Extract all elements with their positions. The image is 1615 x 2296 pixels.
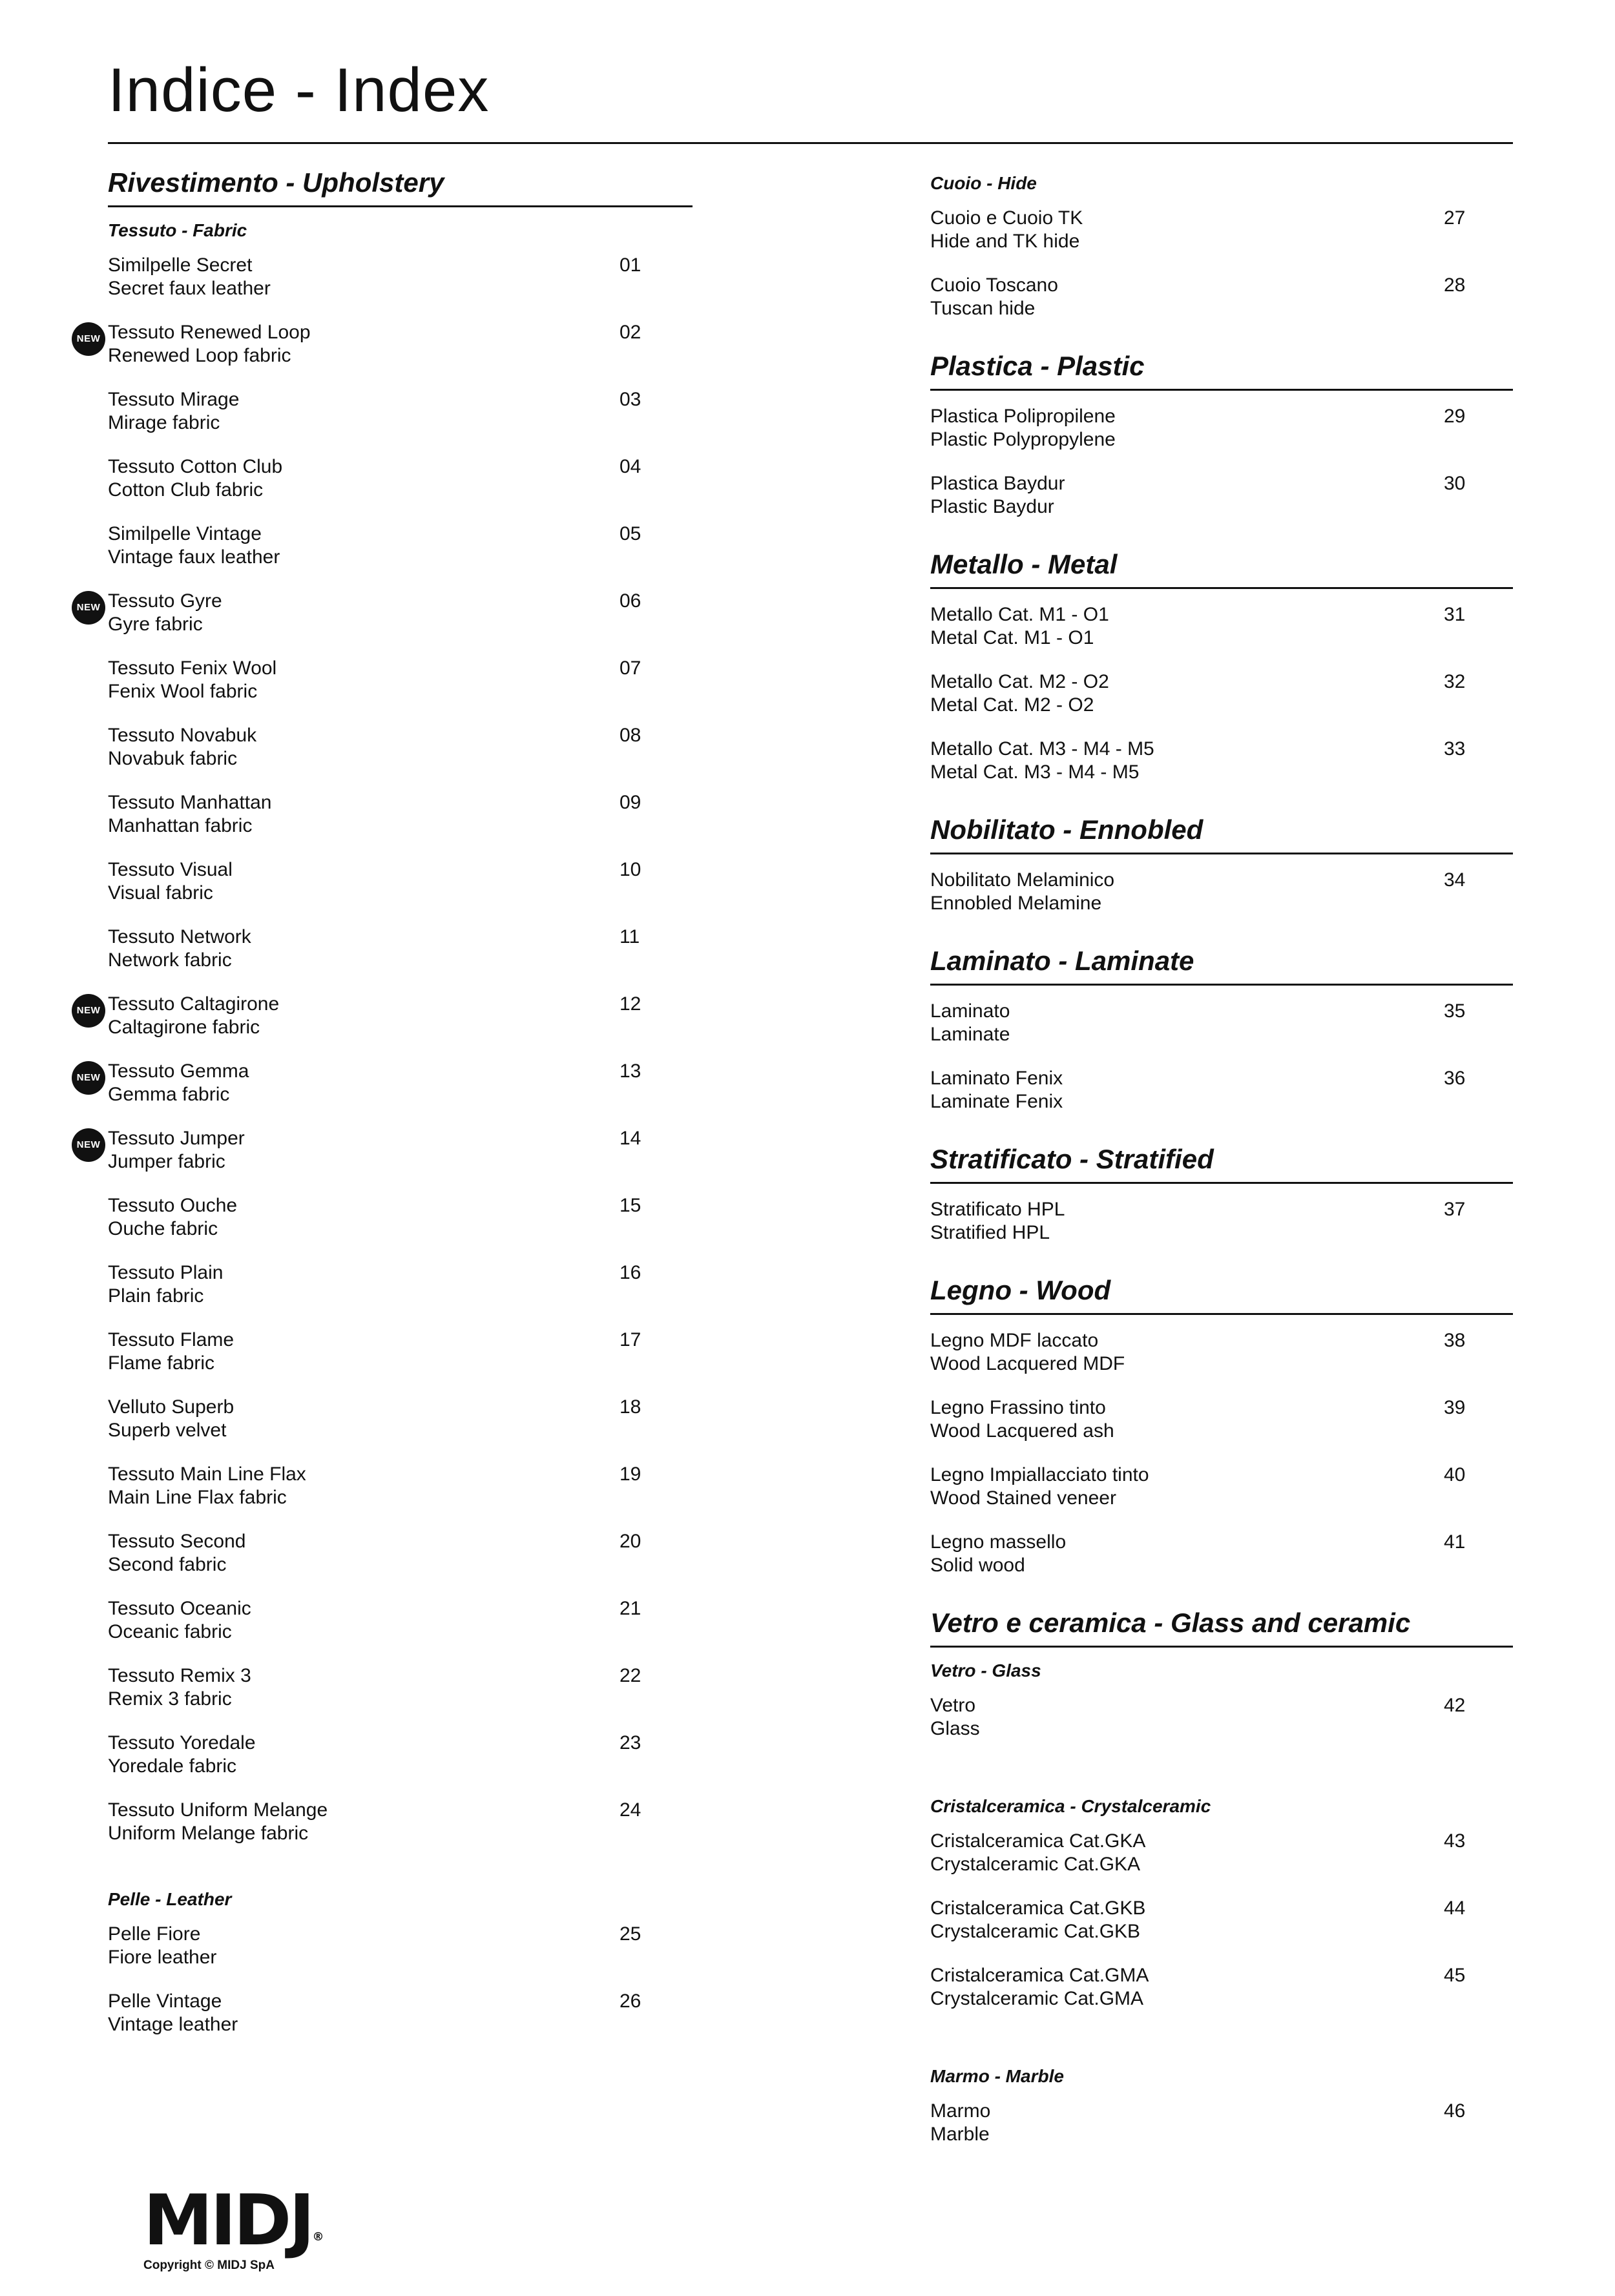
entry-italian: Tessuto Fenix Wool [108, 657, 277, 679]
index-entry[interactable] [108, 1923, 693, 1990]
index-entry[interactable] [930, 603, 1513, 670]
page-number: 42 [1444, 1695, 1466, 1716]
title-divider [108, 142, 1513, 144]
entry-italian: Tessuto Network [108, 926, 251, 947]
left-column [76, 167, 693, 2057]
copyright-text: Copyright © MIDJ SpA [143, 2259, 275, 2272]
page-number: 19 [620, 1463, 641, 1485]
page-number: 46 [1444, 2100, 1466, 2122]
index-entry[interactable] [930, 1830, 1513, 1897]
new-badge: NEW [72, 1128, 105, 1162]
page-number: 13 [620, 1060, 641, 1082]
page-number: 16 [620, 1262, 641, 1283]
entry-english: Ennobled Melamine [930, 893, 1102, 914]
entry-english: Metal Cat. M1 - O1 [930, 627, 1094, 648]
index-entry[interactable] [930, 1964, 1513, 2031]
entry-english: Wood Lacquered ash [930, 1420, 1114, 1442]
entry-english: Plain fabric [108, 1285, 204, 1307]
entry-italian: Metallo Cat. M1 - O1 [930, 604, 1109, 625]
entry-english: Wood Lacquered MDF [930, 1353, 1125, 1374]
page-number: 38 [1444, 1330, 1466, 1351]
page-number: 37 [1444, 1199, 1466, 1220]
index-entry[interactable] [930, 405, 1513, 472]
index-entry[interactable] [108, 657, 693, 724]
page-number: 22 [620, 1665, 641, 1686]
entry-english: Remix 3 fabric [108, 1688, 232, 1710]
entry-english: Hide and TK hide [930, 231, 1080, 252]
index-entry[interactable] [108, 388, 693, 455]
page-number: 35 [1444, 1000, 1466, 1022]
entry-italian: Tessuto Manhattan [108, 792, 272, 813]
entry-english: Main Line Flax fabric [108, 1487, 287, 1508]
entry-english: Fiore leather [108, 1947, 217, 1968]
entry-english: Renewed Loop fabric [108, 345, 291, 366]
page-number: 34 [1444, 869, 1466, 891]
subsection-heading: Marmo - Marble [930, 2066, 1064, 2086]
index-entry[interactable] [930, 1463, 1513, 1531]
entry-italian: Tessuto Uniform Melange [108, 1799, 328, 1821]
entry-english: Second fabric [108, 1554, 227, 1575]
page-number: 23 [620, 1732, 641, 1753]
entry-english: Manhattan fabric [108, 815, 253, 836]
entry-english: Ouche fabric [108, 1218, 218, 1239]
entry-english: Solid wood [930, 1555, 1025, 1576]
page-number: 40 [1444, 1464, 1466, 1485]
page-number: 14 [620, 1128, 641, 1149]
index-entry[interactable] [930, 1396, 1513, 1463]
entry-italian: Legno massello [930, 1531, 1067, 1553]
page-number: 24 [620, 1799, 641, 1821]
page-number: 43 [1444, 1830, 1466, 1852]
page-number: 45 [1444, 1965, 1466, 1986]
entry-english: Wood Stained veneer [930, 1487, 1116, 1509]
entry-english: Vintage faux leather [108, 546, 280, 568]
registered-mark: ® [312, 2230, 324, 2244]
index-entry[interactable] [930, 1897, 1513, 1964]
entry-english: Vintage leather [108, 2014, 238, 2035]
entry-italian: Laminato Fenix [930, 1068, 1063, 1089]
section-heading: Metallo - Metal [930, 551, 1513, 589]
entry-italian: Tessuto Cotton Club [108, 456, 283, 477]
index-entry[interactable] [108, 1463, 693, 1530]
entry-italian: Stratificato HPL [930, 1199, 1065, 1220]
entry-english: Uniform Melange fabric [108, 1823, 309, 1844]
entry-italian: Pelle Vintage [108, 1991, 222, 2012]
page-number: 39 [1444, 1397, 1466, 1418]
entry-italian: Similpelle Secret [108, 254, 253, 276]
entry-english: Laminate Fenix [930, 1091, 1063, 1112]
entry-italian: Laminato [930, 1000, 1010, 1022]
entry-italian: Tessuto Ouche [108, 1195, 238, 1216]
subsection-heading: Cristalceramica - Crystalceramic [930, 1796, 1211, 1816]
entry-italian: Cristalceramica Cat.GKB [930, 1898, 1146, 1919]
index-entry[interactable] [108, 858, 693, 926]
index-entry[interactable] [930, 472, 1513, 539]
page-number: 44 [1444, 1898, 1466, 1919]
entry-english: Crystalceramic Cat.GKB [930, 1921, 1141, 1942]
page-number: 15 [620, 1195, 641, 1216]
entry-english: Tuscan hide [930, 298, 1036, 319]
entry-english: Marble [930, 2124, 990, 2145]
page-number: 11 [620, 926, 640, 947]
index-entry[interactable] [108, 1530, 693, 1597]
entry-italian: Tessuto Gemma [108, 1060, 249, 1082]
subsection-heading: Tessuto - Fabric [108, 220, 247, 240]
entry-italian: Tessuto Flame [108, 1329, 234, 1350]
index-entry[interactable] [930, 1329, 1513, 1396]
page-number: 07 [620, 657, 641, 679]
new-badge: NEW [72, 591, 105, 625]
page-number: 10 [620, 859, 641, 880]
entry-italian: Cuoio e Cuoio TK [930, 207, 1083, 229]
entry-english: Plastic Polypropylene [930, 429, 1116, 450]
section-heading: Vetro e ceramica - Glass and ceramic [930, 1609, 1513, 1648]
page-number: 21 [620, 1598, 641, 1619]
entry-italian: Legno MDF laccato [930, 1330, 1099, 1351]
section-heading: Rivestimento - Upholstery [108, 169, 693, 207]
index-entry[interactable] [930, 1000, 1513, 1067]
index-entry[interactable] [930, 1531, 1513, 1598]
index-entry[interactable] [108, 1597, 693, 1664]
entry-english: Cotton Club fabric [108, 479, 264, 501]
entry-italian: Cristalceramica Cat.GKA [930, 1830, 1146, 1852]
index-entry[interactable] [76, 321, 693, 388]
entry-italian: Metallo Cat. M2 - O2 [930, 671, 1109, 692]
index-entry[interactable] [108, 1261, 693, 1329]
page-number: 41 [1444, 1531, 1466, 1553]
midj-logo [143, 2180, 324, 2261]
page-number: 18 [620, 1396, 641, 1418]
entry-italian: Tessuto Gyre [108, 590, 222, 612]
entry-english: Fenix Wool fabric [108, 681, 258, 702]
footer [143, 2180, 324, 2273]
index-entry[interactable] [930, 207, 1513, 274]
index-entry[interactable] [930, 1694, 1513, 1761]
entry-italian: Pelle Fiore [108, 1923, 201, 1945]
subsection-heading: Vetro - Glass [930, 1660, 1041, 1681]
entry-english: Crystalceramic Cat.GKA [930, 1854, 1141, 1875]
entry-english: Mirage fabric [108, 412, 220, 433]
page-number: 12 [620, 993, 641, 1015]
page-number: 04 [620, 456, 641, 477]
page-number: 33 [1444, 738, 1466, 760]
index-entry[interactable] [108, 1329, 693, 1396]
index-entry[interactable] [108, 791, 693, 858]
entry-english: Metal Cat. M3 - M4 - M5 [930, 761, 1140, 783]
index-entry[interactable] [108, 522, 693, 590]
index-entry[interactable] [108, 1664, 693, 1732]
entry-italian: Tessuto Second [108, 1531, 246, 1552]
index-entry[interactable] [108, 254, 693, 321]
entry-italian: Plastica Polipropilene [930, 406, 1116, 427]
entry-italian: Marmo [930, 2100, 991, 2122]
new-badge: NEW [72, 1061, 105, 1095]
page-title: Indice - Index [108, 56, 490, 125]
index-entry[interactable] [108, 1799, 693, 1866]
section-heading: Plastica - Plastic [930, 353, 1513, 391]
entry-italian: Velluto Superb [108, 1396, 234, 1418]
entry-english: Oceanic fabric [108, 1621, 232, 1642]
entry-italian: Tessuto Remix 3 [108, 1665, 251, 1686]
entry-english: Stratified HPL [930, 1222, 1050, 1243]
entry-english: Gemma fabric [108, 1084, 230, 1105]
spacer [930, 2031, 1513, 2062]
index-entry[interactable] [76, 993, 693, 1060]
new-badge: NEW [72, 994, 105, 1028]
section-heading: Laminato - Laminate [930, 947, 1513, 986]
entry-italian: Cristalceramica Cat.GMA [930, 1965, 1149, 1986]
entry-english: Glass [930, 1718, 980, 1739]
page-number: 28 [1444, 274, 1466, 296]
section-heading: Nobilitato - Ennobled [930, 816, 1513, 854]
index-entry[interactable] [108, 926, 693, 993]
entry-italian: Tessuto Renewed Loop [108, 322, 311, 343]
index-entry[interactable] [930, 274, 1513, 341]
index-entry[interactable] [76, 1060, 693, 1127]
index-entry[interactable] [930, 869, 1513, 936]
entry-english: Novabuk fabric [108, 748, 238, 769]
page-number: 30 [1444, 473, 1466, 494]
entry-italian: Tessuto Jumper [108, 1128, 245, 1149]
page-number: 06 [620, 590, 641, 612]
entry-italian: Tessuto Mirage [108, 389, 240, 410]
entry-english: Secret faux leather [108, 278, 271, 299]
spacer [930, 1761, 1513, 1792]
page-number: 26 [620, 1991, 641, 2012]
entry-italian: Nobilitato Melaminico [930, 869, 1115, 891]
entry-italian: Tessuto Caltagirone [108, 993, 280, 1015]
index-entry[interactable] [108, 455, 693, 522]
entry-english: Crystalceramic Cat.GMA [930, 1988, 1144, 2009]
entry-english: Gyre fabric [108, 614, 203, 635]
entry-italian: Cuoio Toscano [930, 274, 1058, 296]
entry-english: Caltagirone fabric [108, 1017, 260, 1038]
entry-english: Laminate [930, 1024, 1010, 1045]
entry-english: Visual fabric [108, 882, 213, 904]
entry-english: Network fabric [108, 949, 232, 971]
entry-italian: Tessuto Main Line Flax [108, 1463, 306, 1485]
entry-italian: Tessuto Oceanic [108, 1598, 251, 1619]
index-entry[interactable] [930, 2100, 1513, 2167]
page-number: 03 [620, 389, 641, 410]
right-column [930, 169, 1513, 2167]
section-heading: Stratificato - Stratified [930, 1146, 1513, 1184]
page-number: 32 [1444, 671, 1466, 692]
entry-italian: Vetro [930, 1695, 976, 1716]
new-badge: NEW [72, 322, 105, 356]
page-number: 29 [1444, 406, 1466, 427]
page-number: 09 [620, 792, 641, 813]
index-entry[interactable] [930, 1067, 1513, 1134]
index-entry[interactable] [108, 1194, 693, 1261]
entry-english: Flame fabric [108, 1352, 215, 1374]
page-number: 02 [620, 322, 641, 343]
section-heading: Legno - Wood [930, 1277, 1513, 1315]
subsection-heading: Pelle - Leather [108, 1889, 232, 1909]
entry-english: Yoredale fabric [108, 1755, 237, 1777]
index-entry[interactable] [930, 1198, 1513, 1265]
page-number: 20 [620, 1531, 641, 1552]
index-entry[interactable] [108, 1990, 693, 2057]
entry-italian: Metallo Cat. M3 - M4 - M5 [930, 738, 1154, 760]
entry-italian: Plastica Baydur [930, 473, 1065, 494]
page-number: 25 [620, 1923, 641, 1945]
index-entry[interactable] [76, 1127, 693, 1194]
page-number: 01 [620, 254, 641, 276]
entry-italian: Tessuto Yoredale [108, 1732, 256, 1753]
entry-english: Jumper fabric [108, 1151, 225, 1172]
page-number: 17 [620, 1329, 641, 1350]
entry-english: Plastic Baydur [930, 496, 1054, 517]
index-entry[interactable] [108, 724, 693, 791]
page-number: 27 [1444, 207, 1466, 229]
spacer [108, 1866, 693, 1885]
entry-italian: Similpelle Vintage [108, 523, 262, 544]
page-number: 36 [1444, 1068, 1466, 1089]
entry-english: Superb velvet [108, 1420, 227, 1441]
index-entry[interactable] [930, 670, 1513, 738]
entry-italian: Legno Impiallacciato tinto [930, 1464, 1149, 1485]
entry-italian: Tessuto Visual [108, 859, 233, 880]
page-number: 05 [620, 523, 641, 544]
entry-italian: Legno Frassino tinto [930, 1397, 1106, 1418]
logo-text: MIDJ [143, 2180, 313, 2261]
index-entry[interactable] [108, 1396, 693, 1463]
page-number: 31 [1444, 604, 1466, 625]
index-entry[interactable] [930, 738, 1513, 805]
subsection-heading: Cuoio - Hide [930, 173, 1037, 193]
entry-italian: Tessuto Novabuk [108, 725, 257, 746]
page-number: 08 [620, 725, 641, 746]
entry-english: Metal Cat. M2 - O2 [930, 694, 1094, 716]
index-entry[interactable] [76, 590, 693, 657]
index-entry[interactable] [108, 1732, 693, 1799]
entry-italian: Tessuto Plain [108, 1262, 224, 1283]
